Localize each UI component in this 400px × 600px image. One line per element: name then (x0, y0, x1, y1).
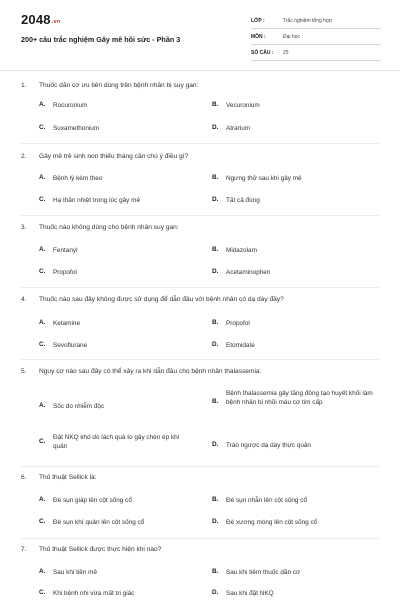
option-text: Rocuronium (53, 102, 88, 109)
option-text: Sau khi tiền mê (53, 569, 98, 576)
question-3-text (21, 224, 179, 231)
option-text: Trào ngược dạ dày thực quản (226, 442, 311, 449)
option-text: Sevoflurane (53, 342, 88, 349)
question-3-option-b[interactable] (212, 246, 382, 255)
document-meta (251, 13, 381, 61)
question-5-text (21, 368, 261, 375)
question-5-option-a[interactable] (39, 402, 189, 411)
option-letter: D. (212, 518, 219, 525)
question-stem: Gây mê trẻ sinh non thiếu tháng cần chú ý điều gì? (39, 153, 189, 160)
option-text: Sốc do nhiễm độc (53, 403, 105, 410)
option-text: Suxamethonium (53, 125, 100, 132)
question-6-text (21, 474, 97, 481)
document-header (0, 0, 400, 71)
option-text: Propofol (226, 320, 250, 327)
meta-value: 25 (283, 49, 289, 56)
question-7-text (21, 546, 161, 553)
question-7-option-c[interactable] (39, 589, 189, 598)
option-letter: D. (212, 268, 219, 275)
option-letter: A. (39, 402, 46, 409)
option-text: Etomidate (226, 342, 255, 349)
option-letter: C. (39, 518, 46, 525)
question-3-option-c[interactable] (39, 268, 189, 277)
meta-label: LỚP : (251, 17, 265, 24)
question-divider (21, 359, 380, 360)
option-letter: C. (39, 268, 46, 275)
option-letter: C. (39, 589, 46, 596)
option-text: Vecuronium (226, 102, 260, 109)
question-2-option-c[interactable] (39, 196, 189, 205)
question-divider (21, 143, 380, 144)
question-1-text (21, 82, 198, 89)
option-letter: D. (212, 196, 219, 203)
option-letter: C. (39, 438, 46, 445)
option-text: Tất cả đúng (226, 197, 260, 204)
question-number: 7. (21, 546, 27, 553)
option-text: Midazolam (226, 247, 257, 254)
option-letter: C. (39, 196, 46, 203)
question-divider (21, 538, 380, 539)
option-letter: B. (212, 174, 219, 181)
option-letter: D. (212, 341, 219, 348)
option-letter: A. (39, 246, 46, 253)
question-6-option-b[interactable] (212, 496, 382, 505)
option-letter: C. (39, 341, 46, 348)
option-text: Khi bệnh nhi vừa mất tri giác (53, 590, 135, 597)
option-text: Đè xương móng lên cột sống cổ (226, 519, 318, 526)
option-letter: B. (212, 568, 219, 575)
option-text: Ketamine (53, 320, 80, 327)
question-1-option-b[interactable] (212, 101, 382, 110)
option-text: Bệnh thalassemia gây tăng đông tạo huyết khối làm bệnh nhân bị nhồi máu cơ tim cấp (226, 390, 373, 406)
question-5-option-b[interactable] (212, 389, 382, 407)
meta-value: Đại học (283, 33, 300, 40)
option-text: Sau khi tiêm thuốc dãn cơ (226, 569, 301, 576)
document-title: 200+ câu trắc nghiệm Gây mê hồi sức - Phần 3 (21, 35, 181, 44)
option-letter: C. (39, 124, 46, 131)
question-4-option-d[interactable] (212, 341, 382, 350)
question-2-option-a[interactable] (39, 174, 189, 183)
logo-suffix: .vn (51, 19, 61, 25)
question-1-option-c[interactable] (39, 124, 189, 133)
question-divider (21, 215, 380, 216)
option-letter: A. (39, 319, 46, 326)
option-text: Acetaminophen (226, 269, 271, 276)
question-7-option-d[interactable] (212, 589, 382, 598)
option-letter: B. (212, 496, 219, 503)
option-text: Đặt NKQ khó do lách quá to gây chèn ép khí quản (53, 434, 180, 450)
option-letter: D. (212, 124, 219, 131)
option-text: Đè sụn giáp lên cột sống cổ (53, 497, 132, 504)
question-stem: Thủ thuật Sellick là: (39, 474, 97, 481)
option-letter: A. (39, 101, 46, 108)
option-text: Atrarium (226, 125, 251, 132)
option-text: Bệnh lý kèm theo (53, 175, 103, 182)
question-number: 3. (21, 224, 27, 231)
option-text: Hạ thân nhiệt trong lúc gây mê (53, 197, 141, 204)
question-stem: Thủ thuật Sellick được thực hiện khi nào? (39, 546, 162, 553)
option-text: Đè sụn khí quản lên cột sống cổ (53, 519, 145, 526)
option-text: Fentanyl (53, 247, 78, 254)
meta-subject (251, 29, 381, 45)
question-3-option-d[interactable] (212, 268, 382, 277)
question-stem: Thuốc dãn cơ ưu tiên dùng trên bệnh nhân bị suy gan: (39, 82, 199, 89)
question-7-option-a[interactable] (39, 568, 189, 577)
question-5-option-c[interactable] (39, 433, 189, 451)
question-5-option-d[interactable] (212, 441, 382, 450)
option-text: Sau khi đặt NKQ (226, 590, 274, 597)
option-letter: A. (39, 568, 46, 575)
question-1-option-a[interactable] (39, 101, 189, 110)
option-letter: B. (212, 319, 219, 326)
question-number: 2. (21, 153, 27, 160)
meta-label: MÔN : (251, 33, 266, 40)
question-stem: Nguy cơ nào sau đây có thể xảy ra khi dẫn đầu cho bệnh nhân thalassemia: (39, 368, 262, 375)
question-number: 5. (21, 368, 27, 375)
question-2-text (21, 153, 188, 160)
option-text: Ngưng thở sau khi gây mê (226, 175, 302, 182)
meta-label: SỐ CÂU : (251, 49, 274, 56)
option-letter: D. (212, 441, 219, 448)
question-1-option-d[interactable] (212, 124, 382, 133)
option-letter: B. (212, 398, 219, 405)
question-2-option-d[interactable] (212, 196, 382, 205)
question-7-option-b[interactable] (212, 568, 382, 577)
option-letter: A. (39, 496, 46, 503)
question-stem: Thuốc nào sau đây không được sử dụng để dẫn đầu với bệnh nhân có dạ dày đầy? (39, 296, 284, 303)
option-letter: B. (212, 246, 219, 253)
option-letter: A. (39, 174, 46, 181)
meta-count (251, 45, 381, 61)
option-text: Đè sụn nhẫn lên cột sống cổ (226, 497, 308, 504)
question-divider (21, 466, 380, 467)
meta-class (251, 13, 381, 29)
question-6-option-d[interactable] (212, 518, 382, 527)
option-text: Propofol (53, 269, 77, 276)
question-divider (21, 287, 380, 288)
question-number: 4. (21, 296, 27, 303)
question-6-option-a[interactable] (39, 496, 189, 505)
question-4-option-b[interactable] (212, 319, 382, 328)
option-letter: D. (212, 589, 219, 596)
option-letter: B. (212, 101, 219, 108)
question-number: 1. (21, 82, 27, 89)
question-3-option-a[interactable] (39, 246, 189, 255)
question-4-option-c[interactable] (39, 341, 189, 350)
question-2-option-b[interactable] (212, 174, 382, 183)
question-4-option-a[interactable] (39, 319, 189, 328)
question-number: 6. (21, 474, 27, 481)
logo-text: 2048 (21, 12, 51, 27)
meta-value: Trắc nghiệm tổng hợp (283, 17, 332, 24)
question-4-text (21, 296, 284, 303)
question-6-option-c[interactable] (39, 518, 189, 527)
question-stem: Thuốc nào không dùng cho bệnh nhân suy gan: (39, 224, 179, 231)
site-logo[interactable] (21, 12, 60, 27)
